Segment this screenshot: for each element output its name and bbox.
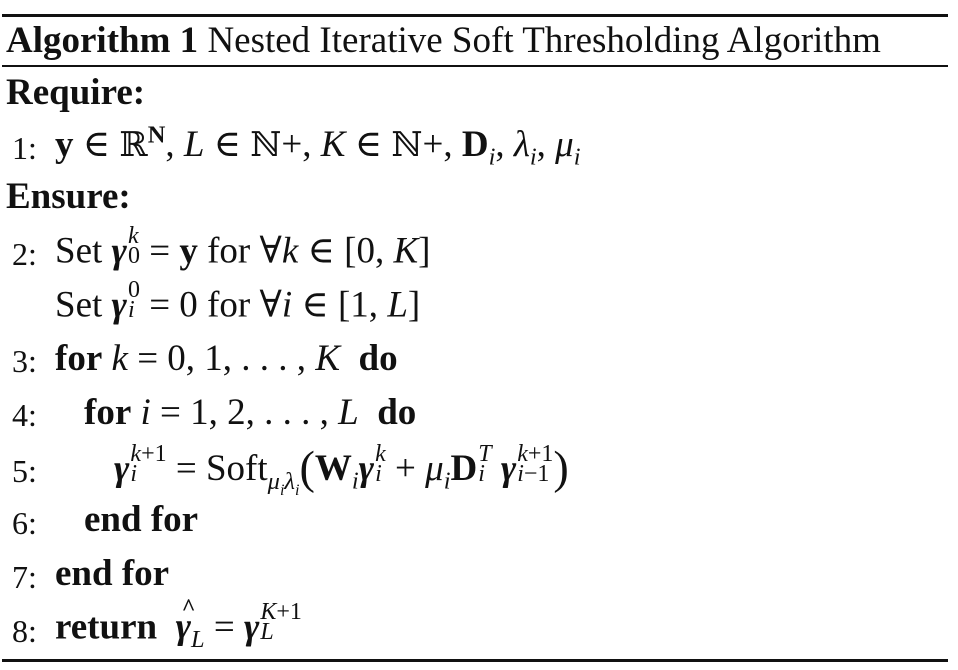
line-8-return: return ^ $\gamma_L = \gamma$ K+1 L <box>55 606 302 654</box>
line-number-1: 1: <box>12 130 37 166</box>
line-number-5: 5: <box>12 453 37 489</box>
line-7-end-outer: end for <box>55 553 170 594</box>
line-2-set-initial: Set γ k 0 = y for ∀k ∈ [0, K] <box>55 223 431 272</box>
line-1-inputs: y ∈ ℝ$^N$, L ∈ ℕ+, K ∈ ℕ+, $D_i$, $\lambda_i$, $\mu_i$ <box>55 121 581 171</box>
line-number-6: 6: <box>12 505 37 541</box>
algorithm-title: Nested Iterative Soft Thresholding Algorithm <box>207 20 881 61</box>
line-number-2: 2: <box>12 236 37 272</box>
line-5-update-rule: γ k+1 i = $Soft_{\mu_i\lambda_i}(W_i\gamma$ k i + $\mu_iD$ T i γ k+1 i−1 ) <box>114 440 569 499</box>
header-rule <box>2 65 948 67</box>
bottom-rule <box>2 659 948 662</box>
line-6-end-inner: end for <box>84 499 199 540</box>
line-number-4: 4: <box>12 397 37 433</box>
line-4-inner-loop: for i = 1, 2, . . . , L do <box>84 392 417 433</box>
line-number-8: 8: <box>12 613 37 649</box>
line-number-3: 3: <box>12 343 37 379</box>
algorithm-header <box>6 22 881 59</box>
require-label: Require: <box>6 72 146 113</box>
algorithm-label: Algorithm 1 <box>6 20 199 61</box>
line-2b-set-zero: Set γ 0 i = 0 for ∀i ∈ [1, L] <box>55 277 421 326</box>
ensure-label: Ensure: <box>6 176 131 217</box>
top-rule <box>2 14 948 17</box>
line-number-7: 7: <box>12 559 37 595</box>
line-3-outer-loop: for k = 0, 1, . . . , K do <box>55 338 398 379</box>
